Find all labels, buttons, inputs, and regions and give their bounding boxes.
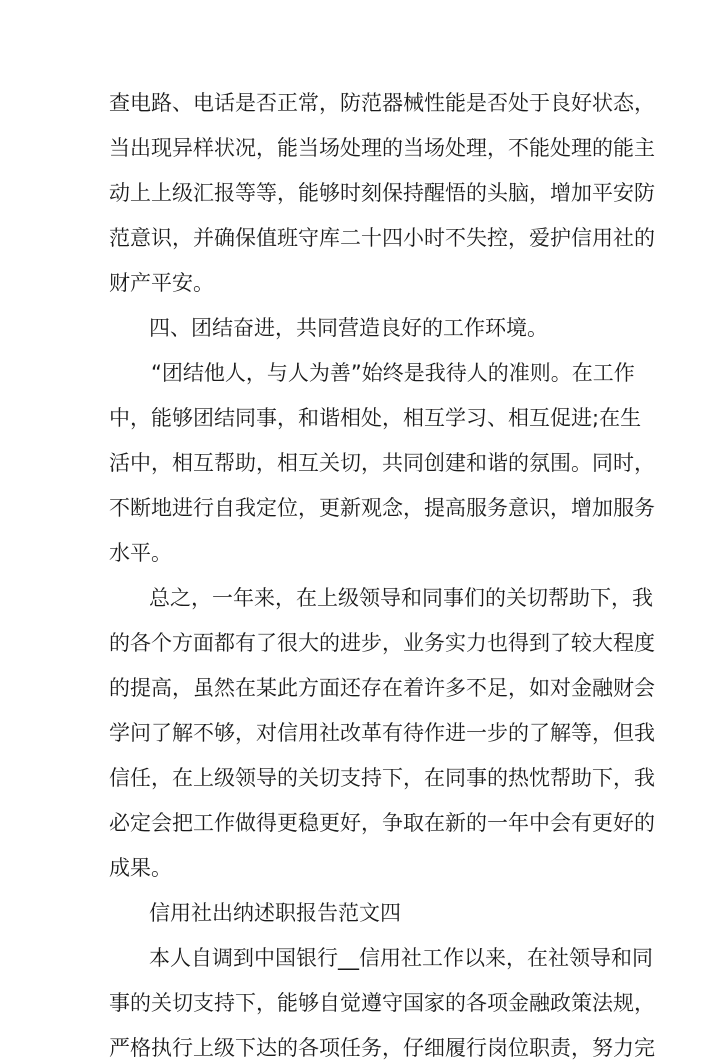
text-line: 中，能够团结同事，和谐相处，相互学习、相互促进;在生 [109,406,642,430]
text-line: 学问了解不够，对信用社改革有待作进一步的了解等，但我 [109,721,655,745]
section-title: 信用社出纳述职报告范文四 [149,901,401,925]
text-line: 范意识，并确保值班守库二十四小时不失控，爱护信用社的 [109,226,655,250]
text-line: “团结他人，与人为善”始终是我待人的准则。在工作 [151,361,635,385]
text-line: 总之，一年来，在上级领导和同事们的关切帮助下，我 [149,586,653,610]
text-line: 活中，相互帮助，相互关切，共同创建和谐的氛围。同时， [109,451,655,475]
text-line: 查电路、电话是否正常，防范器械性能是否处于良好状态， [109,91,655,115]
text-line: 本人自调到中国银行__信用社工作以来，在社领导和同 [149,946,653,970]
text-line: 的各个方面都有了很大的进步，业务实力也得到了较大程度 [109,631,655,655]
section-heading: 四、团结奋进，共同营造良好的工作环境。 [149,316,548,340]
text-line: 水平。 [109,541,172,565]
text-line: 动上上级汇报等等，能够时刻保持醒悟的头脑，增加平安防 [109,181,655,205]
text-line: 成果。 [109,856,172,880]
text-line: 严格执行上级下达的各项任务，仔细履行岗位职责，努力完 [109,1036,655,1060]
text-line: 的提高，虽然在某此方面还存在着许多不足，如对金融财会 [109,676,655,700]
text-line: 事的关切支持下，能够自觉遵守国家的各项金融政策法规， [109,991,655,1015]
text-line: 必定会把工作做得更稳更好，争取在新的一年中会有更好的 [109,811,655,835]
text-line: 当出现异样状况，能当场处理的当场处理，不能处理的能主 [109,136,655,160]
text-line: 信任，在上级领导的关切支持下，在同事的热忱帮助下，我 [109,766,655,790]
text-line: 不断地进行自我定位，更新观念，提高服务意识，增加服务 [109,496,655,520]
text-line: 财产平安。 [109,271,214,295]
